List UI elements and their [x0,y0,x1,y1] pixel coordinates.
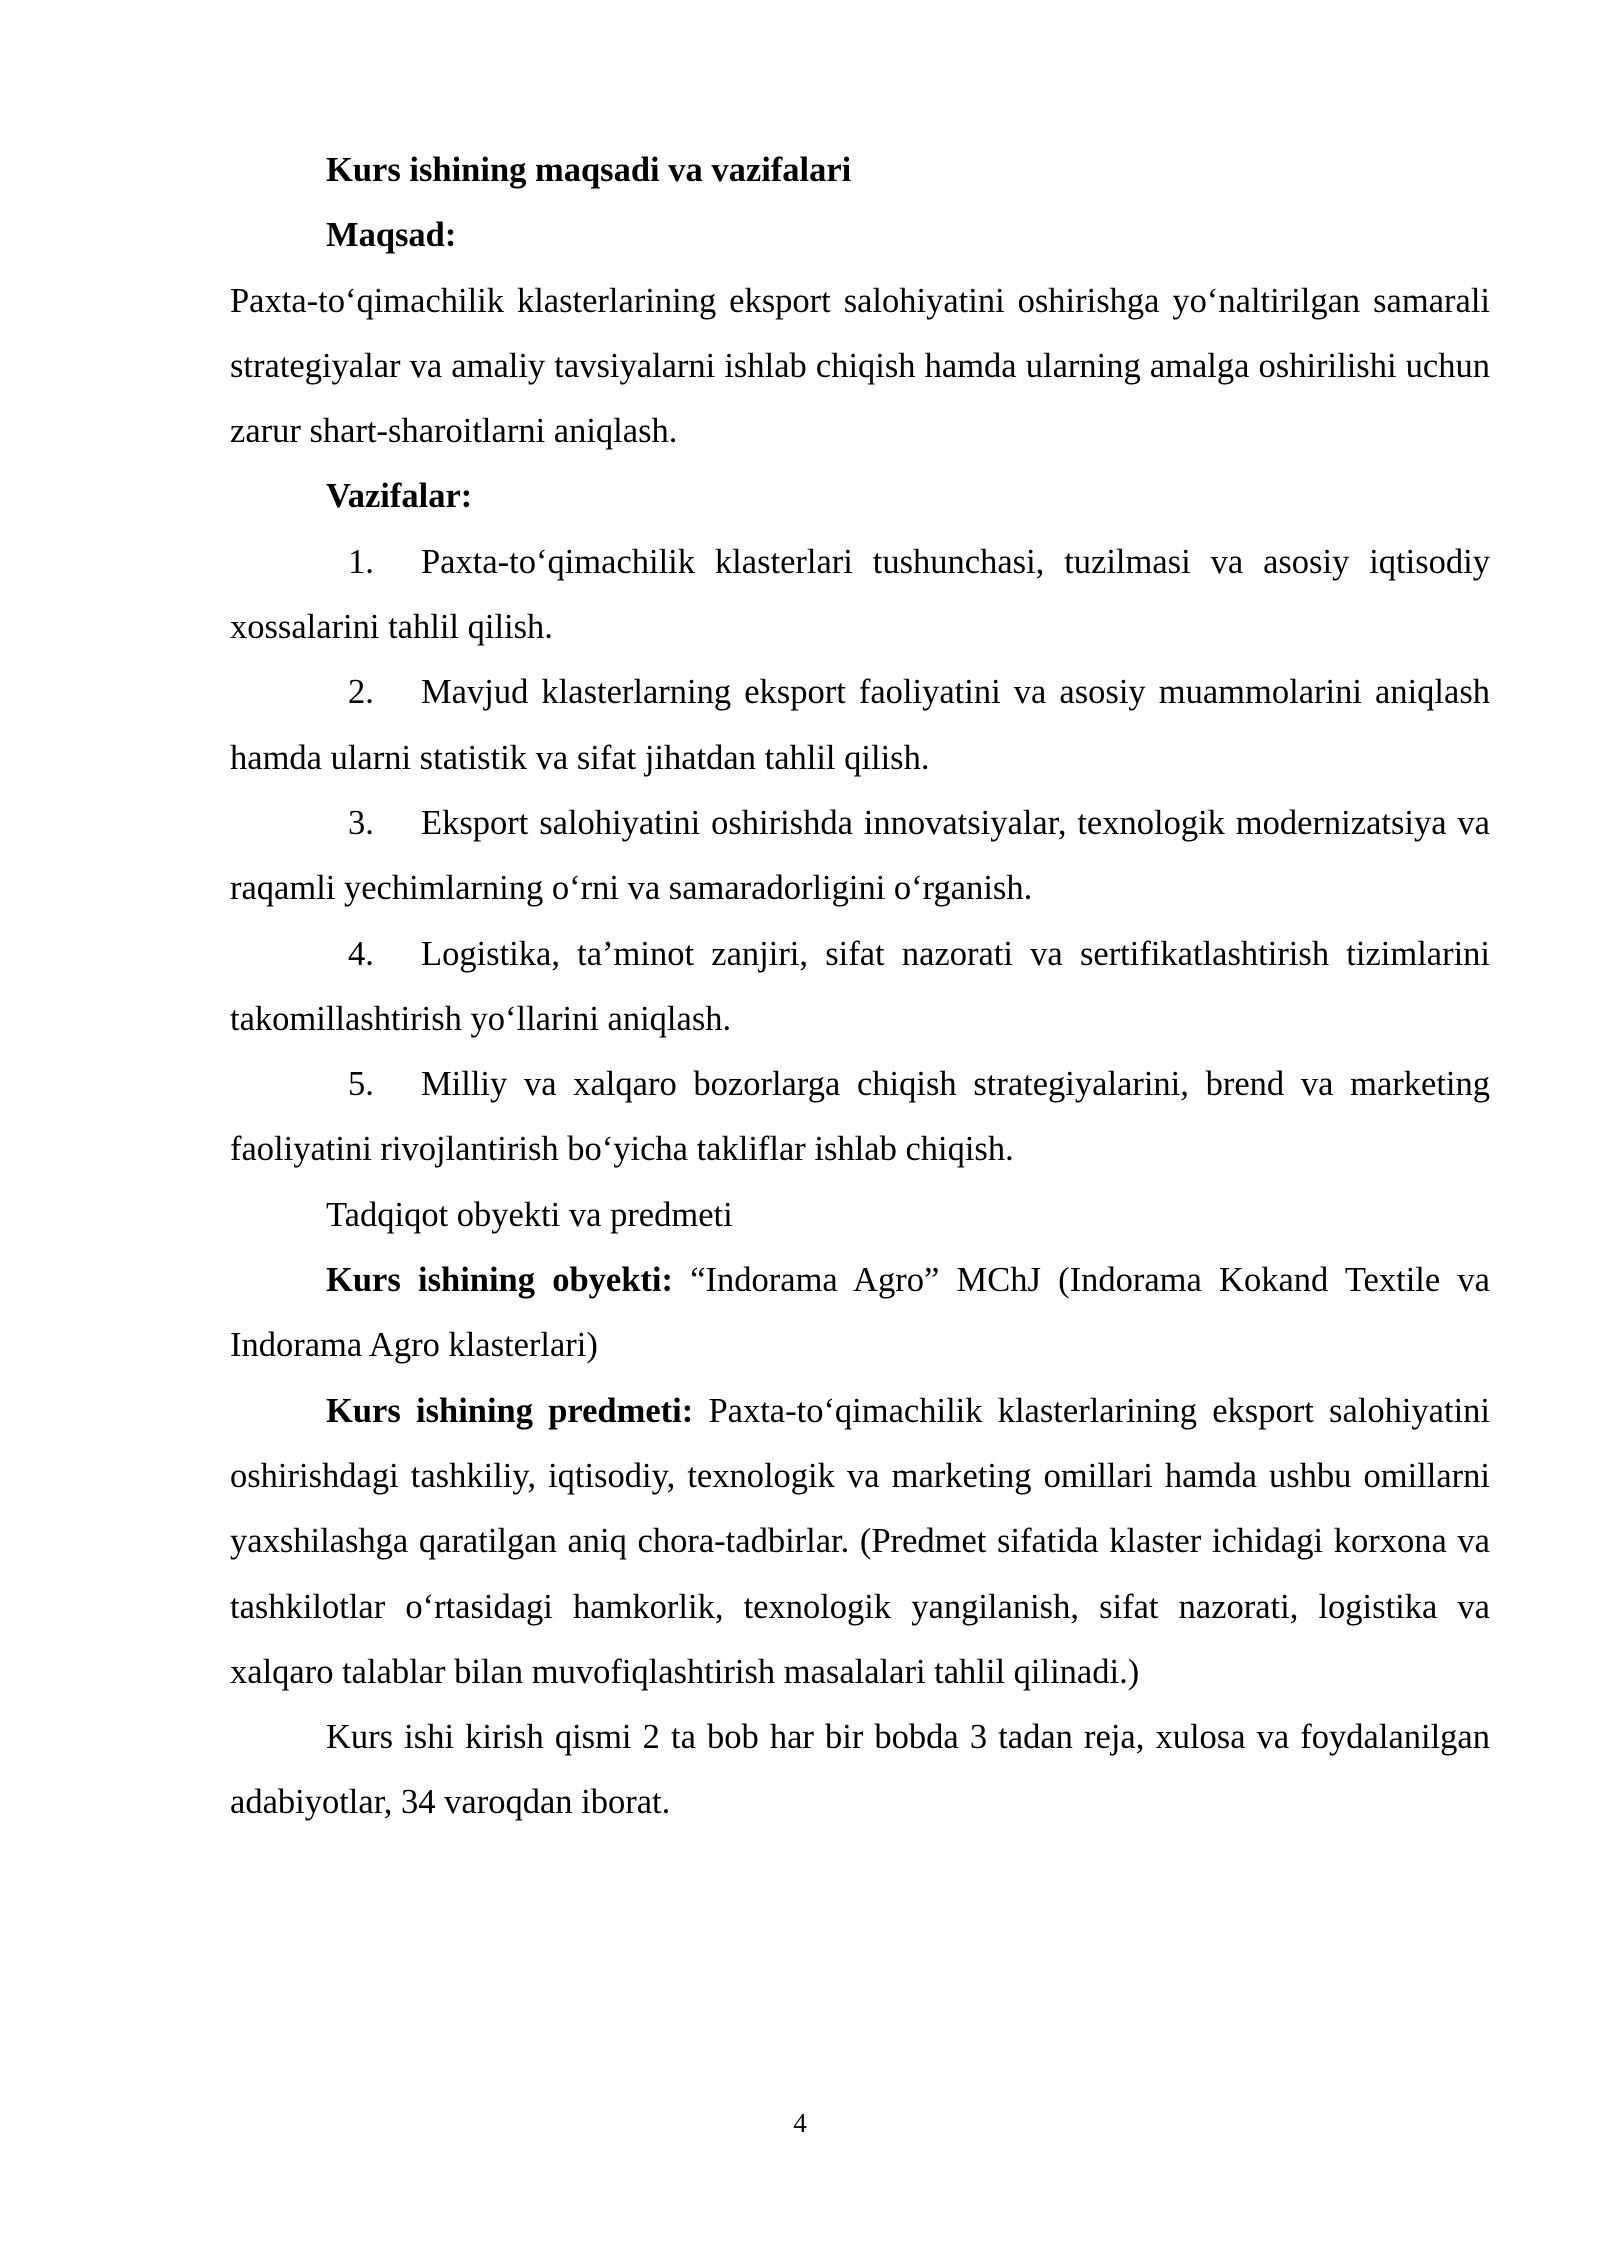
page-number: 4 [793,2108,807,2138]
task-item-5 [230,1052,1490,1183]
task-number: 1. [348,542,374,581]
task-text: Eksport salohiyatini oshirishda innovatsiyalar, texnologik modernizatsiya va raqamli yechimlarning o‘rni va samaradorligini o‘rganish. [230,803,1490,908]
tasks-heading: Vazifalar: [326,477,473,516]
task-text: Logistika, ta’minot zanjiri, sifat nazorati va sertifikatlashtirish tizimlarini takomillashtirish yo‘llarini aniqlash. [230,934,1490,1038]
goal-paragraph: Paxta-to‘qimachilik klasterlarining eksport salohiyatini oshirishga yo‘naltirilgan samarali strategiyalar va amaliy tavsiyalarni ishlab chiqish hamda ularning amalga oshirilishi uchun zarur shart-sharoitlarni aniqlash. [230,281,1490,451]
subject-paragraph [230,1379,1490,1705]
task-item-4 [230,922,1490,1053]
task-item-2 [230,660,1490,791]
subject-text: Paxta-to‘qimachilik klasterlarining eksport salohiyatini oshirishdagi tashkiliy, iqtisodiy, texnologik va marketing omillari hamda ushbu omillarni yaxshilashga qaratilgan aniq chora-tadbirlar. (Predmet sifatida klaster ichidagi korxona va tashkilotlar o‘rtasidagi hamkorlik, texnologik yangilanish, sifat nazorati, logistika va xalqaro talablar bilan muvofiqlashtirish masalalari tahlil qilinadi.) [230,1391,1491,1691]
task-text: Mavjud klasterlarning eksport faoliyatini va asosiy muammolarini aniqlash hamda ularni statistik va sifat jihatdan tahlil qilish. [230,673,1490,777]
section-title: Kurs ishining maqsadi va vazifalari [326,151,852,189]
structure-paragraph: Kurs ishi kirish qismi 2 ta bob har bir bobda 3 tadan reja, xulosa va foydalanilgan adabiyotlar, 34 varoqdan iborat. [230,1718,1490,1822]
subject-label: Kurs ishining predmeti: [326,1391,694,1430]
task-number: 5. [348,1065,374,1104]
object-subject-heading: Tadqiqot obyekti va predmeti [326,1195,733,1234]
task-item-1 [230,530,1490,661]
document-page [230,138,1490,1836]
task-number: 2. [348,673,374,712]
object-label: Kurs ishining obyekti: [326,1261,673,1300]
object-paragraph [230,1248,1490,1379]
goal-heading: Maqsad: [326,216,457,255]
task-text: Paxta-to‘qimachilik klasterlari tushunchasi, tuzilmasi va asosiy iqtisodiy xossalarini tahlil qilish. [230,542,1490,647]
object-text: “Indorama Agro” MChJ (Indorama Kokand Textile va Indorama Agro klasterlari) [230,1261,1490,1365]
task-item-3 [230,791,1490,922]
task-text: Milliy va xalqaro bozorlarga chiqish strategiyalarini, brend va marketing faoliyatini rivojlantirish bo‘yicha takliflar ishlab chiqish. [230,1065,1490,1169]
task-number: 3. [348,803,374,842]
task-number: 4. [348,934,374,973]
